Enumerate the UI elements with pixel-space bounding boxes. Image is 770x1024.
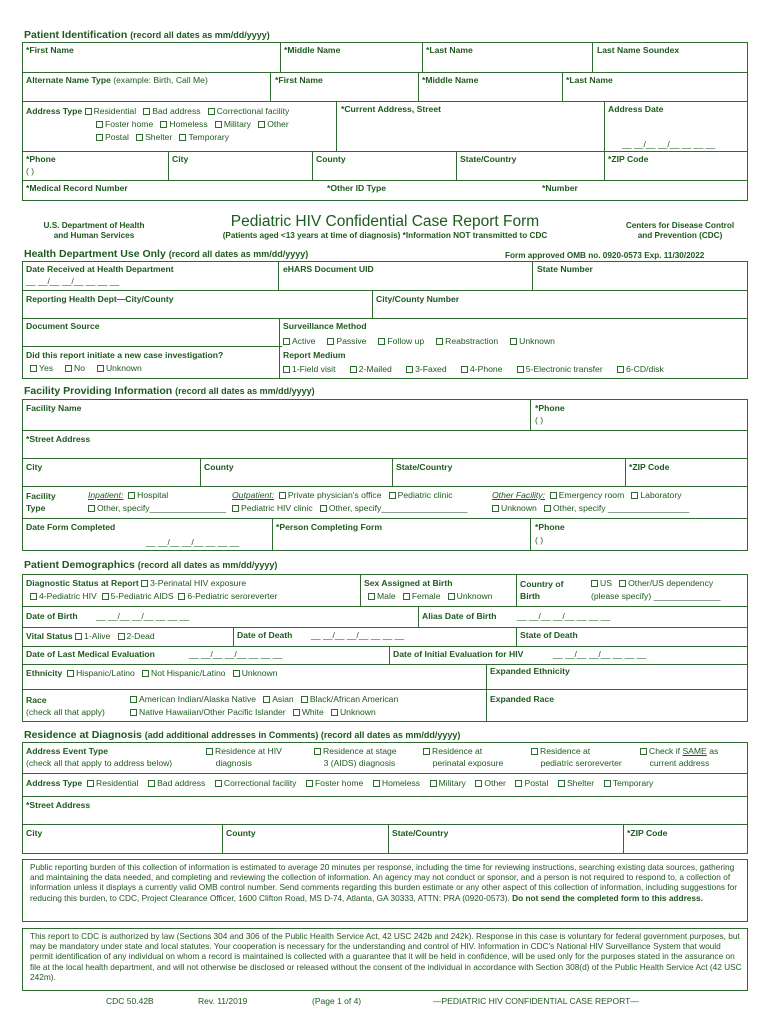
res-homeless-checkbox[interactable] — [373, 780, 380, 787]
other-facility-row2: Unknown Other, specify _________________ — [492, 503, 689, 514]
res-residential-checkbox[interactable] — [87, 780, 94, 787]
homeless-checkbox[interactable] — [160, 121, 167, 128]
new-case-question: Did this report initiate a new case investigation? — [26, 350, 224, 360]
sex-label: Sex Assigned at Birth — [364, 578, 453, 588]
page-number: (Page 1 of 4) — [312, 996, 362, 1006]
bad-address-checkbox[interactable] — [143, 108, 150, 115]
reporting-dept-label: Reporting Health Dept—City/County — [26, 294, 174, 304]
rm-cd-checkbox[interactable] — [617, 366, 624, 373]
surveillance-method-options: Active Passive Follow up Reabstraction Unknown — [283, 336, 555, 347]
follow-up-checkbox[interactable] — [378, 338, 385, 345]
address-type-options-row3: Postal Shelter Temporary — [96, 132, 229, 143]
date-completed-field[interactable]: __ __/__ __/__ __ __ __ — [146, 537, 240, 547]
same-as-current-option: Check if SAME as current address — [640, 745, 718, 770]
last-name-label: *Last Name — [426, 45, 473, 55]
section-title: Patient Identification — [24, 29, 128, 41]
current-address-label: *Current Address, Street — [341, 104, 441, 114]
res-foster-checkbox[interactable] — [306, 780, 313, 787]
county-label: County — [316, 154, 346, 164]
middle-name-label: *Middle Name — [284, 45, 341, 55]
date-completed-label: Date Form Completed — [26, 522, 116, 532]
phone-field[interactable]: ( ) — [26, 166, 35, 176]
surveillance-method-label: Surveillance Method — [283, 321, 367, 331]
phone-label: *Phone — [26, 154, 56, 164]
hhs-label: U.S. Department of Health and Human Services — [43, 221, 145, 241]
aian-checkbox[interactable] — [130, 696, 137, 703]
female-checkbox[interactable] — [403, 593, 410, 600]
outpatient-other-checkbox[interactable] — [320, 505, 327, 512]
res-postal-checkbox[interactable] — [515, 780, 522, 787]
facility-zip-label: *ZIP Code — [629, 462, 670, 472]
hospital-checkbox[interactable] — [128, 492, 135, 499]
rm-electronic-checkbox[interactable] — [517, 366, 524, 373]
temporary-checkbox[interactable] — [179, 134, 186, 141]
res-seroreverter-checkbox[interactable] — [531, 748, 538, 755]
black-checkbox[interactable] — [301, 696, 308, 703]
section-patient-identification — [24, 29, 270, 42]
authority-statement: This report to CDC is authorized by law (Sections 304 and 306 of the Public Health Service Act, 42 USC 242b and 242k). Response in this case is voluntary for federal government purposes, but may be mandatory under state and local statutes. Your cooperation is necessary for the understanding and control of HIV. Information in CDC's National HIV Surveillance System that would permit identification of any individual on whom a record is maintained is collected with a guarantee that it will be held in confidence, will be used only for the purposes stated in the assurance on file at the local health department, and will not otherwise be disclosed or released without the consent of the individual in accordance with Section 308(d) of the Public Health Service Act (42 USC 242m). — [30, 931, 742, 982]
residence-county-label: County — [226, 828, 256, 838]
nhpi-checkbox[interactable] — [130, 709, 137, 716]
inpatient-other: Other, specify________________ — [88, 503, 226, 514]
last-medical-eval-field[interactable]: __ __/__ __/__ __ __ __ — [189, 649, 283, 659]
other-facility-options: Other Facility: Emergency room Laboratory — [492, 490, 682, 500]
hispanic-checkbox[interactable] — [67, 670, 74, 677]
facility-name-label: Facility Name — [26, 403, 82, 413]
address-type-options-row2: Foster home Homeless Military Other — [96, 119, 289, 130]
residence-state-label: State/Country — [392, 828, 449, 838]
date-received-label: Date Received at Health Department — [26, 264, 174, 274]
yes-checkbox[interactable] — [30, 365, 37, 372]
alias-dob-label: Alias Date of Birth — [422, 611, 497, 621]
postal-checkbox[interactable] — [96, 134, 103, 141]
section-health-department: Health Department Use Only (record all dates as mm/dd/yyyy) — [24, 248, 309, 260]
dx-status-row2: 4-Pediatric HIV 5-Pediatric AIDS 6-Pediatric seroreverter — [30, 591, 277, 602]
alt-first-name-label: *First Name — [275, 75, 323, 85]
correctional-checkbox[interactable] — [208, 108, 215, 115]
res-shelter-checkbox[interactable] — [558, 780, 565, 787]
alt-middle-name-label: *Middle Name — [422, 75, 479, 85]
report-medium-label: Report Medium — [283, 350, 346, 360]
revision: Rev. 11/2019 — [198, 996, 248, 1006]
completer-phone-label: *Phone — [535, 522, 565, 532]
soundex-label: Last Name Soundex — [597, 45, 680, 55]
country-of-birth-label: Country of Birth — [520, 579, 564, 602]
date-received-field[interactable]: __ __/__ __/__ __ __ __ — [26, 276, 120, 286]
foster-checkbox[interactable] — [96, 121, 103, 128]
pediatric-hiv-clinic-checkbox[interactable] — [232, 505, 239, 512]
vital-status: Vital Status 1-Alive 2-Dead — [26, 631, 155, 641]
facility-phone-field[interactable]: ( ) — [535, 415, 544, 425]
res-hiv-checkbox[interactable] — [206, 748, 213, 755]
rm-field-visit-checkbox[interactable] — [283, 366, 290, 373]
other-facility-other-checkbox[interactable] — [544, 505, 551, 512]
date-of-death-label: Date of Death — [237, 630, 293, 640]
state-country-label: State/Country — [460, 154, 517, 164]
inpatient-options: Inpatient: Hospital — [88, 490, 169, 500]
facility-county-label: County — [204, 462, 234, 472]
race-unknown-checkbox[interactable] — [331, 709, 338, 716]
expanded-ethnicity-label: Expanded Ethnicity — [490, 666, 570, 676]
res-stage-option: Residence at stage 3 (AIDS) diagnosis — [314, 745, 397, 770]
passive-checkbox[interactable] — [327, 338, 334, 345]
facility-street-label: *Street Address — [26, 434, 91, 444]
alias-dob-field[interactable]: __ __/__ __/__ __ __ __ — [517, 611, 611, 621]
white-checkbox[interactable] — [293, 709, 300, 716]
dx-pediatric-hiv-checkbox[interactable] — [30, 593, 37, 600]
burden-statement: Public reporting burden of this collection of information is estimated to average 20 minutes per response, including the time for reviewing instructions, searching existing data sources, gathering and maintaining the data needed, and completing and reviewing the collection of information. An agency may not conduct or sponsor, and a person is not required to respond to, a collection of information unless it displays a currently valid OMB control number. Send comments regarding this burden estimate or any other aspect of this collection of information, including suggestions for reducing this burden, to CDC, Project Clearance Officer, 1600 Clifton Road, MS D-74, Atlanta, GA 30333, ATTN: PRA (0920-0573). Do not send the completed form to this address. — [30, 862, 737, 903]
dob-label: Date of Birth — [26, 611, 78, 621]
date-of-death-field[interactable]: __ __/__ __/__ __ __ __ — [311, 630, 405, 640]
us-checkbox[interactable] — [591, 580, 598, 587]
inpatient-other-checkbox[interactable] — [88, 505, 95, 512]
first-name-label: *First Name — [26, 45, 74, 55]
asian-checkbox[interactable] — [263, 696, 270, 703]
reabstraction-checkbox[interactable] — [436, 338, 443, 345]
report-medium-options: 1-Field visit 2-Mailed 3-Faxed 4-Phone 5-Electronic transfer 6-CD/disk — [283, 364, 664, 375]
number-label: *Number — [542, 183, 578, 193]
address-date-label: Address Date — [608, 104, 664, 114]
residence-street-label: *Street Address — [26, 800, 91, 810]
facility-type-label: Facility Type — [26, 491, 56, 514]
rm-mailed-checkbox[interactable] — [350, 366, 357, 373]
city-county-number-label: City/County Number — [376, 294, 460, 304]
male-checkbox[interactable] — [368, 593, 375, 600]
ehars-label: eHARS Document UID — [283, 264, 374, 274]
address-type-options: Address Type Residential Bad address Correctional facility — [26, 106, 290, 116]
no-checkbox[interactable] — [65, 365, 72, 372]
completer-phone-field[interactable]: ( ) — [535, 535, 544, 545]
form-title: Pediatric HIV Confidential Case Report Form — [230, 213, 540, 230]
same-as-current-checkbox[interactable] — [640, 748, 647, 755]
alt-last-name-label: *Last Name — [566, 75, 613, 85]
dob-field[interactable]: __ __/__ __/__ __ __ __ — [96, 611, 190, 621]
rm-phone-checkbox[interactable] — [461, 366, 468, 373]
outpatient-options-row2: Pediatric HIV clinic Other, specify__________________ — [232, 503, 467, 514]
shelter-checkbox[interactable] — [136, 134, 143, 141]
race-options: American Indian/Alaska Native Asian Black/African American — [130, 694, 398, 705]
military-checkbox[interactable] — [215, 121, 222, 128]
active-checkbox[interactable] — [283, 338, 290, 345]
health-dept-box — [22, 261, 748, 379]
pediatric-clinic-checkbox[interactable] — [389, 492, 396, 499]
res-perinatal-option: Residence at perinatal exposure — [423, 745, 503, 770]
facility-state-label: State/Country — [396, 462, 453, 472]
section-residence: Residence at Diagnosis (add additional addresses in Comments) (record all dates as mm/dd/yyyy) — [24, 729, 461, 741]
footer-title: —PEDIATRIC HIV CONFIDENTIAL CASE REPORT— — [433, 996, 639, 1006]
sex-options: Male Female Unknown — [368, 591, 492, 602]
residential-checkbox[interactable] — [85, 108, 92, 115]
res-correctional-checkbox[interactable] — [215, 780, 222, 787]
facility-phone-label: *Phone — [535, 403, 565, 413]
res-other-checkbox[interactable] — [475, 780, 482, 787]
city-label: City — [172, 154, 189, 164]
initial-eval-field[interactable]: __ __/__ __/__ __ __ __ — [553, 649, 647, 659]
emergency-room-checkbox[interactable] — [550, 492, 557, 499]
outpatient-options: Outpatient: Private physician's office Pediatric clinic — [232, 490, 453, 500]
unknown-checkbox[interactable] — [97, 365, 104, 372]
state-of-death-label: State of Death — [520, 630, 578, 640]
race-label: Race (check all that apply) — [26, 695, 105, 718]
other-us-checkbox[interactable] — [619, 580, 626, 587]
res-seroreverter-option: Residence at pediatric seroreverter — [531, 745, 622, 770]
res-perinatal-checkbox[interactable] — [423, 748, 430, 755]
facility-box — [22, 399, 748, 551]
dx-seroreverter-checkbox[interactable] — [178, 593, 185, 600]
ethnicity-unknown-checkbox[interactable] — [233, 670, 240, 677]
other-checkbox[interactable] — [258, 121, 265, 128]
sm-unknown-checkbox[interactable] — [510, 338, 517, 345]
zip-label: *ZIP Code — [608, 154, 649, 164]
expanded-race-label: Expanded Race — [490, 694, 554, 704]
res-military-checkbox[interactable] — [430, 780, 437, 787]
section-demographics: Patient Demographics (record all dates as mm/dd/yyyy) — [24, 559, 278, 571]
person-completing-label: *Person Completing Form — [276, 522, 382, 532]
country-options: US Other/US dependency — [591, 578, 713, 589]
not-hispanic-checkbox[interactable] — [142, 670, 149, 677]
address-date-field[interactable]: __ __/__ __/__ __ __ __ — [622, 139, 716, 149]
alive-checkbox[interactable] — [75, 633, 82, 640]
res-stage-checkbox[interactable] — [314, 748, 321, 755]
dx-perinatal-checkbox[interactable] — [141, 580, 148, 587]
section-note: (record all dates as mm/dd/yyyy) — [130, 30, 270, 40]
document-source-label: Document Source — [26, 321, 100, 331]
dead-checkbox[interactable] — [118, 633, 125, 640]
cdc-label: Centers for Disease Control and Prevention (CDC) — [625, 221, 735, 241]
race-options-row2: Native Hawaiian/Other Pacific Islander White Unknown — [130, 707, 376, 718]
res-temporary-checkbox[interactable] — [604, 780, 611, 787]
laboratory-checkbox[interactable] — [631, 492, 638, 499]
residence-city-label: City — [26, 828, 43, 838]
rm-faxed-checkbox[interactable] — [406, 366, 413, 373]
country-specify[interactable]: (please specify) ______________ — [591, 591, 721, 601]
state-number-label: State Number — [537, 264, 593, 274]
dx-status: Diagnostic Status at Report 3-Perinatal HIV exposure — [26, 578, 247, 588]
other-id-type-label: *Other ID Type — [327, 183, 387, 193]
address-event-type: Address Event Type (check all that apply to address below) — [26, 746, 173, 769]
section-facility: Facility Providing Information (record all dates as mm/dd/yyyy) — [24, 385, 315, 397]
mrn-label: *Medical Record Number — [26, 183, 128, 193]
residence-zip-label: *ZIP Code — [627, 828, 668, 838]
omb-number: Form approved OMB no. 0920-0573 Exp. 11/30/2022 — [505, 251, 705, 260]
dx-pediatric-aids-checkbox[interactable] — [102, 593, 109, 600]
new-case-options: Yes No Unknown — [30, 363, 142, 374]
facility-unknown-checkbox[interactable] — [492, 505, 499, 512]
alt-name-type-label: Alternate Name Type (example: Birth, Call Me) — [26, 75, 208, 85]
facility-city-label: City — [26, 462, 43, 472]
res-bad-address-checkbox[interactable] — [148, 780, 155, 787]
ethnicity: Ethnicity Hispanic/Latino Not Hispanic/Latino Unknown — [26, 668, 278, 678]
form-number: CDC 50.42B — [106, 996, 154, 1006]
res-hiv-option: Residence at HIV diagnosis — [206, 745, 282, 770]
initial-eval-label: Date of Initial Evaluation for HIV — [393, 649, 524, 659]
form-subtitle: (Patients aged <13 years at time of diagnosis) *Information NOT transmitted to CDC — [222, 231, 548, 240]
sex-unknown-checkbox[interactable] — [448, 593, 455, 600]
residence-address-type: Address Type Residential Bad address Correctional facility Foster home Homeless Military Other Postal Shelter Temporary — [26, 778, 654, 788]
private-physician-checkbox[interactable] — [279, 492, 286, 499]
last-medical-eval-label: Date of Last Medical Evaluation — [26, 649, 155, 659]
